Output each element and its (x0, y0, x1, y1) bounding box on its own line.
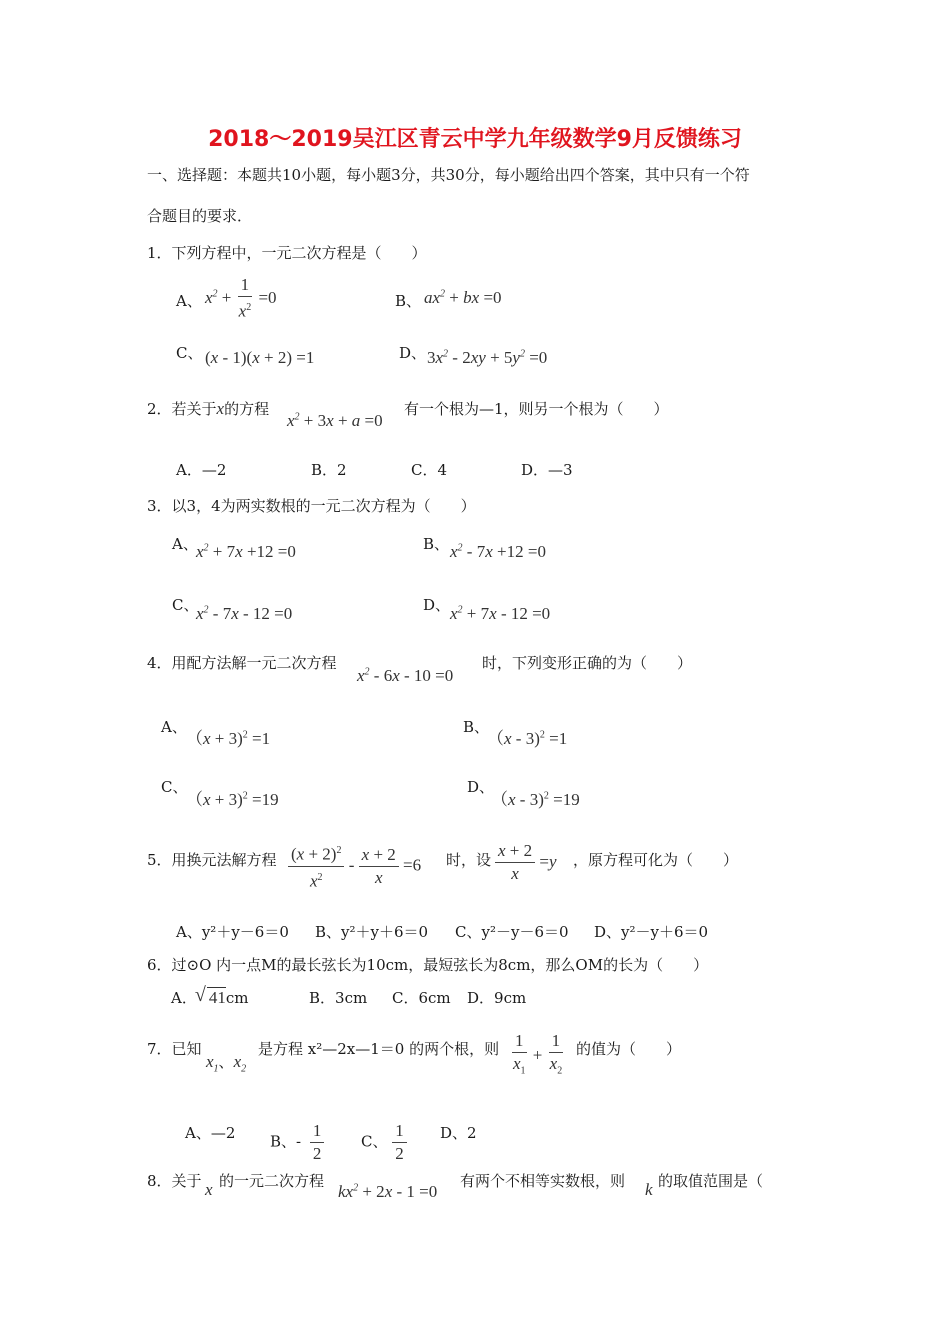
q4-option-c-equation: （x + 3)$^2$ =19 (186, 790, 279, 809)
q7-stem: 7．已知 (147, 1040, 202, 1058)
q5-substitution: $\frac{x + 2}{x}$ =y (495, 842, 557, 883)
q3-option-d-label: D、 (423, 596, 451, 614)
q2-stem-end: 有一个根为—1，则另一个根为（ ） (404, 400, 669, 418)
q4-option-d-label: D、 (467, 778, 495, 796)
q3-option-a-label: A、 (172, 535, 198, 553)
q6-option-b: B．3cm (309, 989, 368, 1007)
q2-option-d: D．—3 (521, 461, 573, 479)
q1-option-c-label: C、 (176, 344, 203, 362)
q4-option-a-label: A、 (161, 718, 187, 736)
q3-option-c-label: C、 (172, 596, 199, 614)
q5-option-d: D、y²－y＋6＝0 (594, 923, 709, 941)
q5-equation: $\frac{(x + 2)^2}{x^2}$ - $\frac{x + 2}{x}$ =6 (288, 842, 421, 890)
q7-option-c: C、 $\frac{1}{2}$ (361, 1122, 407, 1163)
q3-stem: 3．以3，4为两实数根的一元二次方程为（ ） (147, 497, 476, 515)
q5-stem: 5．用换元法解方程 (147, 851, 277, 869)
q1-option-a-equation: $x^2$ + $\frac{1}{x^2}$ =0 (205, 275, 277, 321)
q1-option-c-equation: (x - 1)(x + 2) =1 (205, 348, 315, 367)
q7-expression: $\frac{1}{x_1}$ + $\frac{1}{x_2}$ (513, 1031, 563, 1077)
q7-stem-end: 的值为（ ） (576, 1040, 682, 1058)
q3-option-b-equation: $x^2 - 7x +12 =0$ (450, 542, 546, 561)
q8-variable-k: k (645, 1180, 653, 1199)
q8-stem-mid: 的一元二次方程 (219, 1172, 325, 1190)
q2-stem: 2．若关于x的方程 (147, 399, 270, 418)
q2-equation: $x^2 + 3x + a =0$ (287, 411, 383, 430)
q8-stem-end: 的取值范围是（ (658, 1172, 764, 1190)
q6-option-a: A．√ 41cm (171, 987, 248, 1008)
q4-stem-end: 时，下列变形正确的为（ ） (482, 654, 693, 672)
q4-stem: 4．用配方法解一元二次方程 (147, 654, 337, 672)
q5-option-b: B、y²＋y＋6＝0 (315, 923, 429, 941)
q3-option-b-label: B、 (423, 535, 450, 553)
q4-option-b-equation: （x - 3)$^2$ =1 (487, 729, 568, 748)
q3-option-a-equation: $x^2 + 7x +12 =0$ (196, 542, 296, 561)
q2-option-c: C．4 (411, 461, 448, 479)
q1-option-d-label: D、 (399, 344, 427, 362)
q7-option-b: B、- $\frac{1}{2}$ (270, 1122, 324, 1163)
q4-option-b-label: B、 (463, 718, 490, 736)
section-heading-line1: 一、选择题：本题共10小题，每小题3分，共30分，每小题给出四个答案，其中只有一个符 (147, 166, 750, 184)
q2-option-b: B．2 (311, 461, 347, 479)
q7-option-d: D、2 (440, 1124, 477, 1142)
q7-roots: $x_1$、$x_2$ (206, 1052, 247, 1075)
q8-equation: $kx^2 + 2x - 1 =0$ (338, 1182, 438, 1201)
section-heading-line2: 合题目的要求． (147, 207, 253, 225)
q4-option-d-equation: （x - 3)$^2$ =19 (491, 790, 580, 809)
q3-option-d-equation: $x^2 + 7x - 12 =0$ (450, 604, 551, 623)
q5-stem-end: ，原方程可化为（ ） (573, 851, 739, 869)
q3-option-c-equation: $x^2 - 7x - 12 =0$ (196, 604, 293, 623)
q5-option-c: C、y²－y－6＝0 (455, 923, 569, 941)
q1-option-a-label: A、 (176, 292, 202, 310)
q4-option-c-label: C、 (161, 778, 188, 796)
q8-stem: 8．关于 (147, 1172, 202, 1190)
q7-option-a: A、—2 (185, 1124, 236, 1142)
q1-option-b-equation: $ax^2$ + bx =0 (424, 288, 502, 307)
q5-option-a: A、y²＋y－6＝0 (176, 923, 289, 941)
q8-variable-x: x (205, 1180, 213, 1199)
q7-stem-mid: 是方程 x²—2x—1＝0 的两个根，则 (258, 1040, 500, 1058)
q2-option-a: A．—2 (176, 461, 227, 479)
q4-option-a-equation: （x + 3)$^2$ =1 (186, 729, 271, 748)
q6-option-c: C．6cm (392, 989, 451, 1007)
q4-equation: $x^2 - 6x - 10 =0$ (357, 666, 454, 685)
q1-stem: 1．下列方程中，一元二次方程是（ ） (147, 244, 427, 262)
q5-stem-mid: 时，设 (446, 851, 492, 869)
q8-stem-post: 有两个不相等实数根，则 (460, 1172, 626, 1190)
q1-option-b-label: B、 (395, 292, 422, 310)
page-title: 2018～2019吴江区青云中学九年级数学9月反馈练习 (208, 127, 742, 152)
q6-option-d: D．9cm (467, 989, 527, 1007)
q6-stem: 6．过⊙O 内一点M的最长弦长为10cm，最短弦长为8cm，那么OM的长为（ ） (147, 956, 709, 974)
q1-option-d-equation: $3x^2 - 2xy + 5y^2 =0$ (427, 348, 548, 367)
